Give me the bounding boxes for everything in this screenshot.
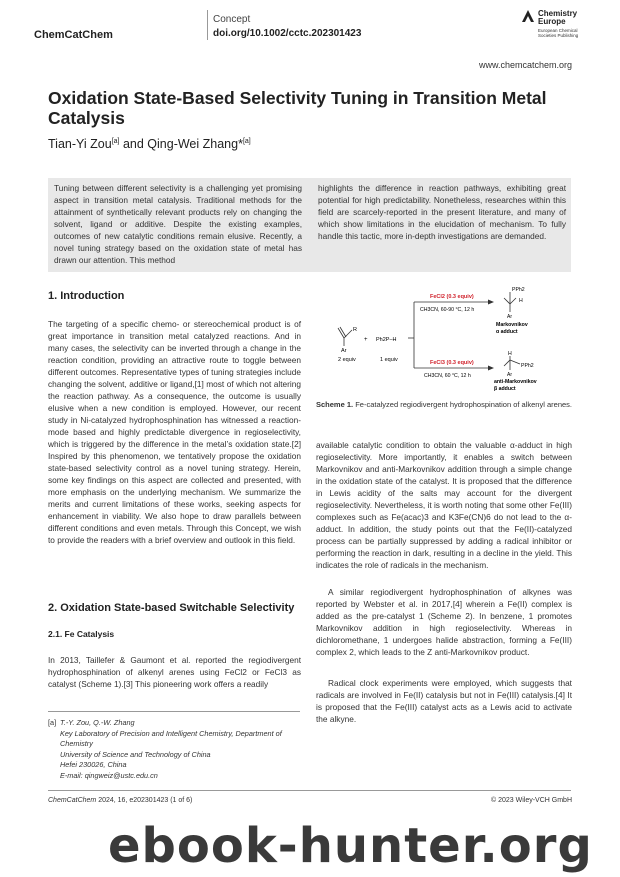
anti-markovnikov-label: anti-Markovnikov bbox=[494, 379, 537, 385]
journal-name: ChemCatChem bbox=[34, 29, 113, 41]
scheme-caption-label: Scheme 1. bbox=[316, 400, 354, 409]
affiliation-mark: [a] bbox=[242, 137, 251, 145]
footer-copyright: © 2023 Wiley-VCH GmbH bbox=[490, 797, 572, 804]
alpha-adduct-label: α adduct bbox=[496, 329, 518, 335]
abstract-box bbox=[48, 178, 571, 272]
bottom-catalyst-label: FeCl3 (0.3 equiv) bbox=[430, 360, 474, 366]
author-conjunction: and bbox=[119, 137, 148, 151]
bottom-arrowhead-icon bbox=[488, 366, 494, 371]
scheme-caption-text: Fe-catalyzed regiodivergent hydrophospination of alkenyl arenes. bbox=[353, 400, 572, 409]
journal-url[interactable]: www.chemcatchem.org bbox=[478, 60, 572, 70]
bottom-conditions-label: CH3CN, 60 °C, 12 h bbox=[424, 373, 471, 379]
doi-link[interactable]: doi.org/10.1002/cctc.202301423 bbox=[213, 28, 362, 39]
author-name: Tian-Yi Zou bbox=[48, 137, 112, 151]
top-arrowhead-icon bbox=[488, 300, 494, 305]
publisher-name-line1: Chemistry bbox=[538, 9, 578, 18]
footnote-city: Hefei 230026, China bbox=[60, 760, 127, 769]
plus-sign: + bbox=[364, 337, 368, 343]
phosphine-reagent-label: Ph2P–H bbox=[376, 337, 397, 343]
author-list bbox=[48, 137, 251, 151]
alkenyl-arene-structure bbox=[338, 327, 352, 346]
section-heading-oxidation-state: 2. Oxidation State-based Switchable Selectivity bbox=[48, 602, 295, 614]
top-pph2-label: PPh2 bbox=[512, 287, 525, 293]
markovnikov-label: Markovnikov bbox=[496, 322, 528, 328]
watermark-text: ebook-hunter.org bbox=[108, 818, 593, 874]
abstract-column-right: highlights the difference in reaction pathways, exhibiting great potential for high predictability. Nonetheless, researches within this field are scarcely-reported in the present literature, and many of which show limitations in the elucidation of mechanism. To fully handle this tactic, more in-depth investigations are demanded. bbox=[318, 183, 566, 241]
anti-markovnikov-product-structure bbox=[504, 356, 520, 370]
introduction-paragraph: The targeting of a specific chemo- or stereochemical product is of great importance in transition metal catalyzed reactions. And in many cases, the selectivity can be inverted through a change in the reaction condition, providing an attractive route to toggle between different outcomes. Representative types of tuning strategies include changing the solvent, additive or ligand,[1] most of which not altering the reaction pathway. As a consequence, the outcome is usually elusive when a new condition is employed. However, our recent study in Ni-catalyzed hydrophosphination has witnessed a reaction-mode based and highly predictable divergence in regioselectivity, which is triggered by the difference in the metal’s oxidation state.[2] Inspired by this phenomenon, we tentatively propose the oxidation state-based selectivity control as a novel tuning strategy. Herein, some key findings on this aspect are collected and presented, with more emphasis on the underlying mechanism. We summarize the merits and current limitations of these works, seeking aspects for enhancement in viability. We also hope to draw parallels between different conditions and even metals. Through this Concept, we wish to provide the readers with a brief overview and outlook in this field. bbox=[48, 319, 301, 545]
affiliation-footnote bbox=[48, 718, 282, 780]
ar-group-label: Ar bbox=[341, 348, 347, 354]
phosphine-equiv-label: 1 equiv bbox=[380, 357, 398, 363]
footnote-email[interactable]: E-mail: qingweiz@ustc.edu.cn bbox=[60, 770, 158, 780]
scheme-1-caption bbox=[316, 400, 572, 409]
footnote-divider bbox=[48, 711, 300, 712]
author-name: Qing-Wei Zhang* bbox=[147, 137, 243, 151]
fe-catalysis-paragraph: In 2013, Taillefer & Gaumont et al. reported the regiodivergent hydrophosphination of alkenyl arenes using FeCl2 or FeCl3 as catalyst (Scheme 1).[3] This pioneering work offers a readily bbox=[48, 655, 301, 689]
fe-discussion-paragraph: available catalytic condition to obtain the valuable α-adduct in high regioselectivity. More importantly, it enables a switch between Markovnikov and anti-Markovnikov addition through a simple change in the oxidation state of the catalyst. It is proposed that the difference in Lewis acidity of the salts may account for the divergent regioselectivity. Nevertheless, it is worth noting that some other Fe(III) complexes such as Fe(acac)3 and K3Fe(CN)6 do not lead to the α-adduct. In addition, the study points out that the Fe(II)-catalyzed process can be partially suppressed by adding a radical inhibitor or performing the reaction in dark, resulting in a decline in the yield. This indicates the role of radicals in the mechanism. bbox=[316, 440, 572, 570]
footnote-mark: [a] bbox=[48, 718, 57, 727]
top-catalyst-label: FeCl2 (0.3 equiv) bbox=[430, 294, 474, 300]
publisher-name-line2: Europe bbox=[538, 17, 566, 26]
footnote-department: Key Laboratory of Precision and Intelligent Chemistry, Department of Chemistry bbox=[60, 728, 282, 748]
bottom-ar-label: Ar bbox=[507, 372, 512, 378]
footer-journal: ChemCatChem bbox=[48, 797, 97, 804]
publisher-tagline: European Chemical Societies Publishing bbox=[538, 28, 579, 38]
r-group-label: R bbox=[353, 327, 357, 333]
footnote-university: University of Science and Technology of China bbox=[60, 749, 211, 759]
top-conditions-label: CH3CN, 60-90 °C, 12 h bbox=[420, 307, 475, 313]
header-divider bbox=[207, 10, 208, 40]
bottom-pph2-label: PPh2 bbox=[521, 363, 534, 369]
affiliation-mark: [a] bbox=[111, 137, 120, 145]
chemistry-europe-logo-icon bbox=[522, 10, 534, 22]
subsection-heading-fe-catalysis: 2.1. Fe Catalysis bbox=[48, 629, 115, 639]
section-heading-introduction: 1. Introduction bbox=[48, 290, 125, 302]
publisher-logo bbox=[522, 10, 582, 46]
markovnikov-product-structure bbox=[504, 292, 516, 312]
beta-adduct-label: β adduct bbox=[494, 386, 516, 392]
top-h-label: H bbox=[519, 298, 523, 304]
radical-clock-paragraph: Radical clock experiments were employed, which suggests that radicals are involved in Fe(II) catalysis but not in Fe(III) catalysis.[4] It is proposed that the Fe(III) catalyst acts as a Lewis acid to activate the alkyne. bbox=[316, 678, 572, 724]
footer-citation bbox=[48, 797, 192, 804]
footer-volume: 2024, 16, e202301423 (1 of 6) bbox=[96, 797, 193, 804]
footer-divider bbox=[48, 790, 571, 791]
bottom-h-label: H bbox=[508, 351, 512, 357]
abstract-column-left: Tuning between different selectivity is a challenging yet promising aspect in transition metal catalysis. Traditional methods for the attainment of synthetically relevant products rely on changing the solvent, ligand or additive. Despite the existing examples, outcomes of new catalytic conditions remain elusive. Recently, a novel tuning strategy based on the oxidation state of metal has drawn our attention. This method bbox=[54, 183, 302, 265]
alkene-equiv-label: 2 equiv bbox=[338, 357, 356, 363]
article-title: Oxidation State-Based Selectivity Tuning in Transition Metal Catalysis bbox=[48, 88, 547, 128]
alkyne-hydrophosphination-paragraph: A similar regiodivergent hydrophosphination of alkynes was reported by Webster et al. in 2017,[4] wherein a Fe(II) complex is added as the pre-catalyst 1 (Scheme 2). In benzene, 1 promotes Markovnikov addition in high regioselectivity. Whereas in dichloromethane, 1 undergoes halide abstraction, forming a Fe(III) complex 2, which leads to the Z anti-Markovnikov product. bbox=[316, 587, 572, 657]
top-ar-label: Ar bbox=[507, 314, 512, 320]
footnote-authors: T.-Y. Zou, Q.-W. Zhang bbox=[60, 718, 135, 727]
article-type: Concept bbox=[213, 14, 251, 25]
scheme-1-figure bbox=[316, 284, 572, 392]
